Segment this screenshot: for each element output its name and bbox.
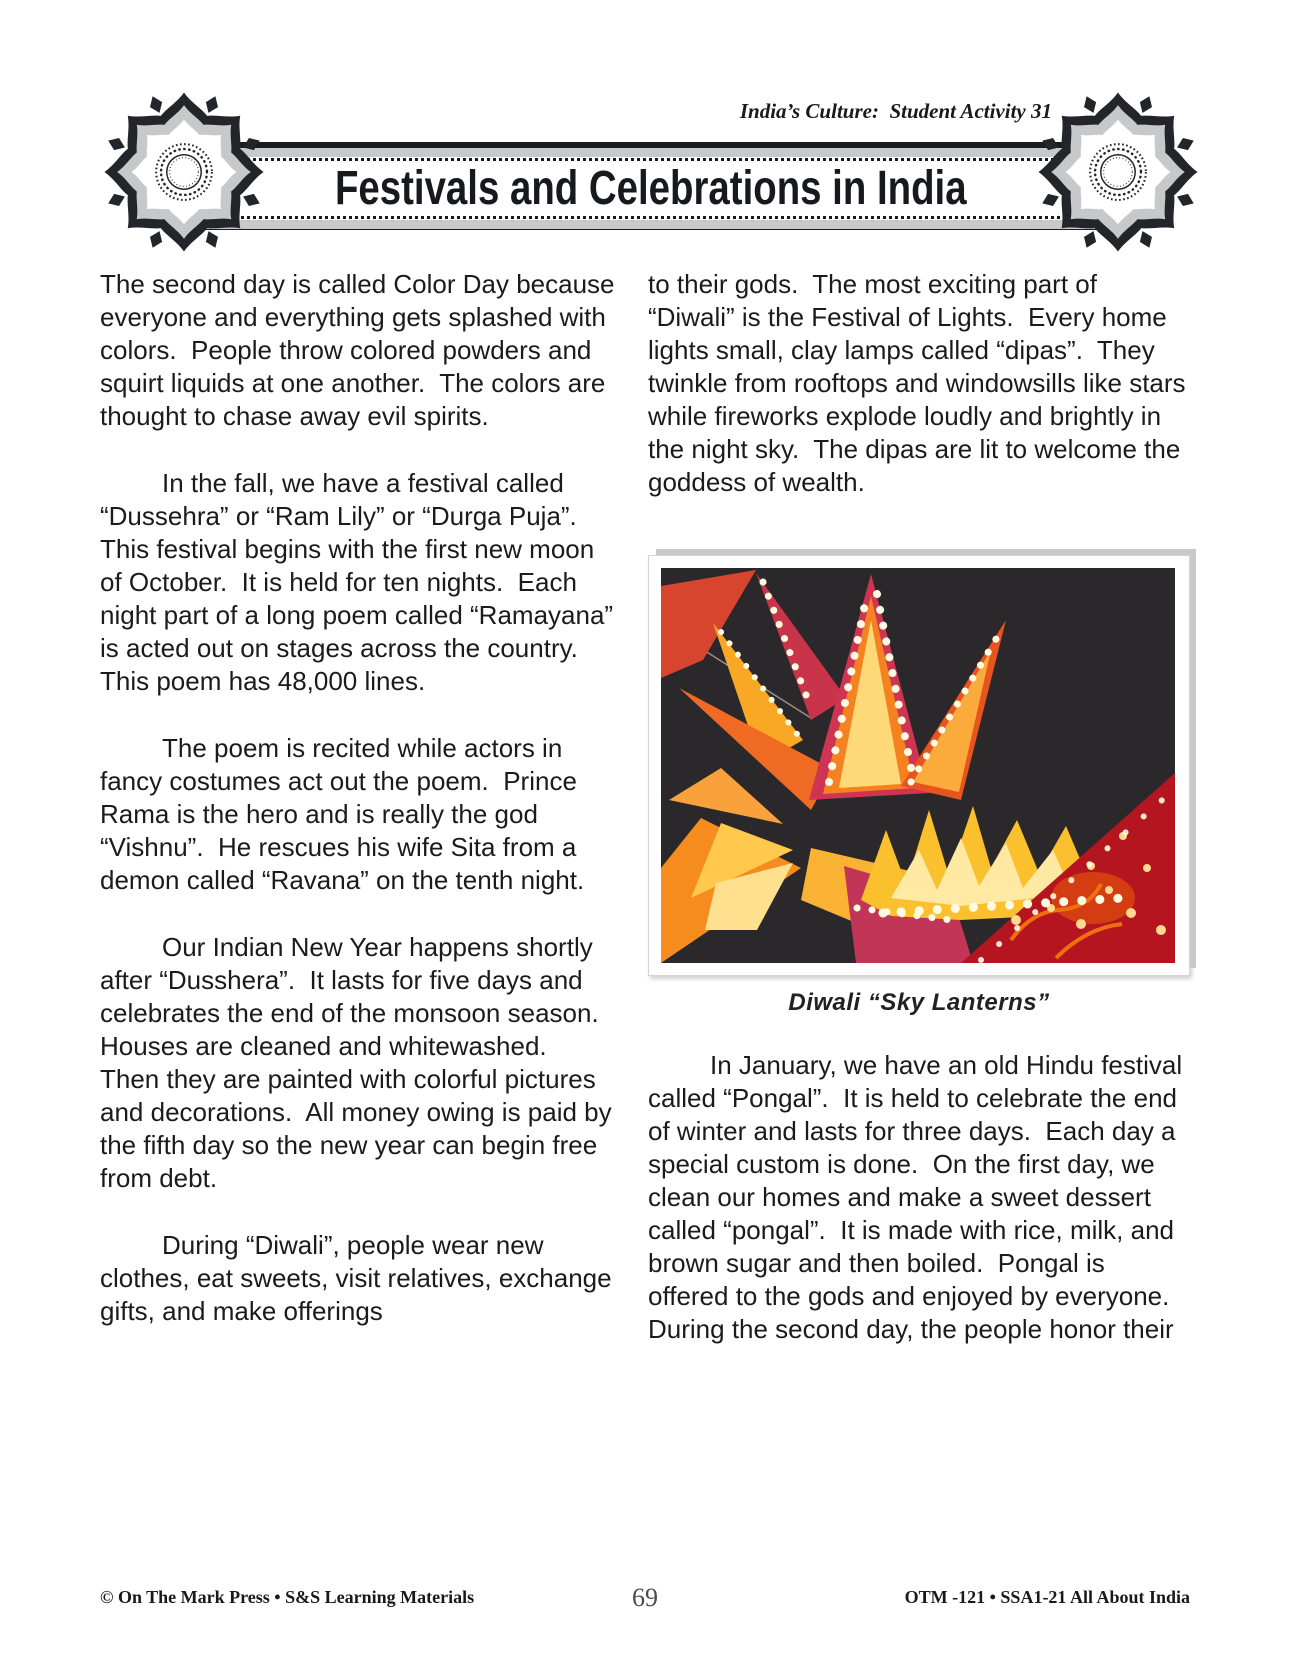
lotus-medallion-icon	[1036, 90, 1200, 254]
paragraph: In the fall, we have a festival called “Dussehra” or “Ram Lily” or “Durga Puja”. This festival begins with the first new moon of October. It is held for ten nights. Each night part of a long poem called “Ramayana” is acted out on stages across the country. This poem has 48,000 lines.	[100, 468, 621, 696]
lotus-medallion-icon	[102, 90, 266, 254]
right-column	[648, 268, 1193, 1346]
banner-top-stripe	[170, 148, 1132, 157]
page-footer	[100, 1583, 1190, 1617]
page-number: 69	[632, 1583, 658, 1612]
title-band	[170, 158, 1132, 219]
banner-bottom-stripe	[170, 220, 1132, 229]
page-title: Festivals and Celebrations in India	[335, 162, 967, 215]
activity-label: India’s Culture: Student Activity 31	[739, 99, 1052, 123]
diwali-lanterns-photo	[648, 555, 1190, 976]
paragraph: During “Diwali”, people wear new clothes, eat sweets, visit relatives, exchange gifts, and make offerings	[100, 1230, 619, 1326]
title-banner	[170, 142, 1132, 230]
paragraph: In January, we have an old Hindu festival called “Pongal”. It is held to celebrate the end of winter and lasts for three days. Each day a special custom is done. On the first day, we clean our homes and make a sweet dessert called “pongal”. It is made with rice, milk, and brown sugar and then boiled. Pongal is offered to the gods and enjoyed by everyone. During the second day, the people honor their	[648, 1050, 1190, 1344]
diwali-lanterns-image	[661, 568, 1175, 963]
paragraph: The poem is recited while actors in fancy costumes act out the poem. Prince Rama is the hero and is really the god “Vishnu”. He rescues his wife Sita from a demon called “Ravana” on the tenth night.	[100, 733, 585, 895]
paragraph: to their gods. The most exciting part of “Diwali” is the Festival of Lights. Every home lights small, clay lamps called “dipas”. They twinkle from rooftops and windowsills like stars while fireworks explode loudly and brightly in the night sky. The dipas are lit to welcome the goddess of wealth.	[648, 269, 1193, 497]
paragraph: The second day is called Color Day because everyone and everything gets splashed with colors. People throw colored powders and squirt liquids at one another. The colors are thought to chase away evil spirits.	[100, 269, 622, 431]
left-column	[100, 268, 622, 1328]
footer-publisher: © On The Mark Press • S&S Learning Materials	[100, 1587, 475, 1607]
figure-caption: Diwali “Sky Lanterns”	[788, 989, 1050, 1016]
footer-catalog: OTM -121 • SSA1-21 All About India	[904, 1587, 1190, 1607]
paragraph: Our Indian New Year happens shortly after “Dusshera”. It lasts for five days and celebrates the end of the monsoon season. Houses are cleaned and whitewashed. Then they are painted with colorful pictures and decorations. All money owing is paid by the fifth day so the new year can begin free from debt.	[100, 932, 619, 1193]
